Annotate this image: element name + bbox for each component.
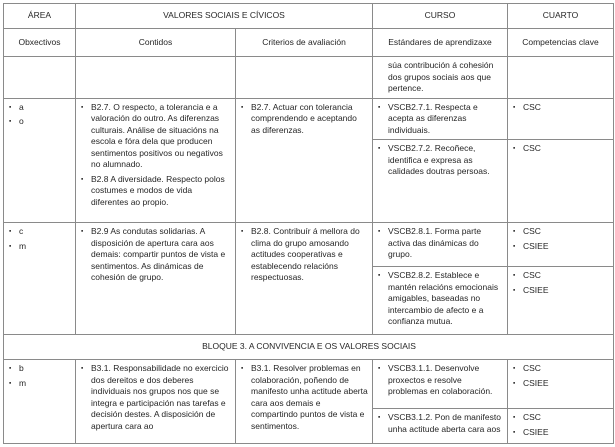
bullet-icon: ▪ <box>513 242 516 250</box>
list-item <box>513 378 609 390</box>
estandar-cell <box>373 360 508 409</box>
table-row <box>4 98 614 140</box>
list-item <box>513 412 609 424</box>
bullet-icon: ▪ <box>513 428 516 436</box>
competencia-text: CSC <box>523 270 541 280</box>
obxectivos-cell <box>4 223 76 335</box>
estandar-cell <box>373 98 508 140</box>
contido-text: B2.7. O respecto, a tolerancia e a valoración do outro. As diferenzas culturais. Análise de situacións na escola e fóra dela que producen sentimentos positivos ou negativos no alumnado. <box>91 101 223 169</box>
competencia-text: CSIEE <box>523 284 549 295</box>
bullet-icon: ▪ <box>378 365 381 372</box>
bullet-icon: ▪ <box>513 145 516 152</box>
empty-cell <box>76 57 236 99</box>
list-item <box>513 270 609 282</box>
list-item <box>378 412 503 435</box>
header-row-2 <box>4 29 614 57</box>
bullet-icon: ▪ <box>513 379 516 387</box>
contido-text: B3.1. Responsabilidade no exercicio dos dereitos e dos deberes individuais nos grupos nos que se integra e participación nas tarefas e decisión destes. A disposición de apertura cara ao <box>91 363 229 431</box>
contidos-cell <box>76 98 236 223</box>
list-item <box>81 226 231 284</box>
bloque-row <box>4 335 614 360</box>
competencia-text: CSC <box>523 101 541 112</box>
estandar-text: VSCB3.1.1. Desenvolve proxectos e resolve problemas en colaboración. <box>388 363 493 396</box>
obxectivo-text: b <box>19 363 24 373</box>
bullet-icon: ▪ <box>378 414 381 421</box>
header-contidos: Contidos <box>76 29 236 57</box>
criterios-cell <box>236 98 373 223</box>
bullet-icon: ▪ <box>513 272 516 279</box>
bullet-icon: ▪ <box>81 365 84 372</box>
bullet-icon: ▪ <box>378 103 381 111</box>
competencia-text: CSC <box>523 412 541 422</box>
bullet-icon: ▪ <box>9 228 12 235</box>
bloque-title: BLOQUE 3. A CONVIVENCIA E OS VALORES SOCIAIS <box>4 335 614 360</box>
competencias-cell <box>508 140 614 223</box>
empty-cell <box>4 57 76 99</box>
empty-cell <box>508 57 614 99</box>
contidos-cell <box>76 223 236 335</box>
continuation-row <box>4 57 614 99</box>
bullet-icon: ▪ <box>513 103 516 111</box>
bullet-icon: ▪ <box>81 103 84 111</box>
criterio-text: B3.1. Resolver problemas en colaboración, poñendo de manifesto unha actitude aberta cara aos demais e compartindo puntos de vista e sentimentos. <box>251 363 368 431</box>
competencias-cell <box>508 409 614 444</box>
bullet-icon: ▪ <box>241 103 244 111</box>
list-item <box>9 226 71 238</box>
list-item <box>513 143 609 155</box>
bullet-icon: ▪ <box>9 118 12 125</box>
list-item <box>81 174 231 209</box>
contidos-cell <box>76 360 236 444</box>
estandar-cell <box>373 57 508 99</box>
list-item <box>378 143 503 178</box>
header-cuarto: CUARTO <box>508 4 614 29</box>
bullet-icon: ▪ <box>81 228 84 235</box>
criterios-cell <box>236 223 373 335</box>
list-item <box>513 241 609 253</box>
bullet-icon: ▪ <box>513 228 516 235</box>
contido-text: B2.8 A diversidade. Respecto polos costumes e modos de vida diferentes ao propio. <box>91 173 225 207</box>
list-item <box>378 102 503 137</box>
obxectivo-text: m <box>19 240 27 251</box>
list-item <box>513 285 609 297</box>
obxectivos-cell <box>4 360 76 444</box>
table-row <box>4 360 614 409</box>
bullet-icon: ▪ <box>513 414 516 421</box>
bullet-icon: ▪ <box>513 286 516 294</box>
header-obxectivos: Obxectivos <box>4 29 76 57</box>
list-item <box>513 226 609 238</box>
curriculum-table <box>3 3 614 444</box>
list-item <box>241 226 368 284</box>
list-item <box>241 363 368 432</box>
bullet-icon: ▪ <box>241 365 244 372</box>
competencia-text: CSC <box>523 363 541 373</box>
list-item <box>378 226 503 261</box>
competencia-text: CSC <box>523 226 541 236</box>
header-criterios: Criterios de avaliación <box>236 29 373 57</box>
competencias-cell <box>508 360 614 409</box>
table-row <box>4 223 614 267</box>
list-item <box>9 363 71 375</box>
list-item <box>513 363 609 375</box>
criterio-text: B2.7. Actuar con tolerancia comprendendo e aceptando as diferenzas. <box>251 101 357 135</box>
estandar-text: VSCB2.7.2. Recoñece, identifica e expresa as calidades doutras persoas. <box>388 143 490 176</box>
criterios-cell <box>236 360 373 444</box>
competencias-cell <box>508 98 614 140</box>
list-item <box>9 116 71 128</box>
list-item <box>378 270 503 328</box>
list-item <box>9 378 71 390</box>
competencia-text: CSIEE <box>523 240 549 251</box>
bullet-icon: ▪ <box>378 272 381 279</box>
competencias-cell <box>508 267 614 335</box>
estandar-cell <box>373 409 508 444</box>
contido-text: B2.9 As condutas solidarias. A disposición de apertura cara aos demais: compartir puntos de vista e sentimentos. As dinámicas de cohesión de grupo. <box>91 226 226 282</box>
estandar-text: VSCB2.7.1. Respecta e acepta as diferenzas individuais. <box>388 101 478 135</box>
header-valores: VALORES SOCIAIS E CÍVICOS <box>76 4 373 29</box>
obxectivo-text: m <box>19 377 27 388</box>
header-row-1 <box>4 4 614 29</box>
empty-cell <box>236 57 373 99</box>
list-item <box>81 363 231 432</box>
list-item <box>513 102 609 114</box>
competencia-text: CSIEE <box>523 426 549 437</box>
estandar-text: VSCB2.8.2. Establece e mantén relacións emocionais amigables, baseadas no intercambio de afecto e a confianza mutua. <box>388 270 499 326</box>
header-area: ÁREA <box>4 4 76 29</box>
bullet-icon: ▪ <box>9 379 12 387</box>
obxectivo-text: a <box>19 101 24 112</box>
header-estandares: Estándares de aprendizaxe <box>373 29 508 57</box>
list-item <box>81 102 231 171</box>
bullet-icon: ▪ <box>378 145 381 152</box>
list-item <box>241 102 368 137</box>
estandar-cell <box>373 140 508 223</box>
estandar-text: VSCB3.1.2. Pon de manifesto unha actitude aberta cara aos <box>388 412 501 434</box>
bullet-icon: ▪ <box>9 103 12 111</box>
bullet-icon: ▪ <box>378 228 381 235</box>
bullet-icon: ▪ <box>9 242 12 250</box>
competencia-text: CSC <box>523 143 541 153</box>
header-competencias: Competencias clave <box>508 29 614 57</box>
obxectivos-cell <box>4 98 76 223</box>
list-item <box>513 427 609 439</box>
list-item <box>9 102 71 114</box>
criterio-text: B2.8. Contribuír á mellora do clima do grupo amosando actitudes cooperativas e establecendo relacións respectuosas. <box>251 226 360 282</box>
list-item <box>378 363 503 398</box>
bullet-icon: ▪ <box>81 175 84 183</box>
obxectivo-text: o <box>19 116 24 126</box>
estandar-text: VSCB2.8.1. Forma parte activa das dinámicas do grupo. <box>388 226 482 259</box>
competencia-text: CSIEE <box>523 377 549 388</box>
competencias-cell <box>508 223 614 267</box>
bullet-icon: ▪ <box>513 365 516 372</box>
estandar-continuation-text: súa contribución á cohesión dos grupos sociais aos que pertence. <box>388 60 494 93</box>
estandar-cell <box>373 223 508 267</box>
obxectivo-text: c <box>19 226 24 236</box>
bullet-icon: ▪ <box>241 228 244 235</box>
estandar-cell <box>373 267 508 335</box>
header-curso: CURSO <box>373 4 508 29</box>
list-item <box>9 241 71 253</box>
bullet-icon: ▪ <box>9 365 12 372</box>
